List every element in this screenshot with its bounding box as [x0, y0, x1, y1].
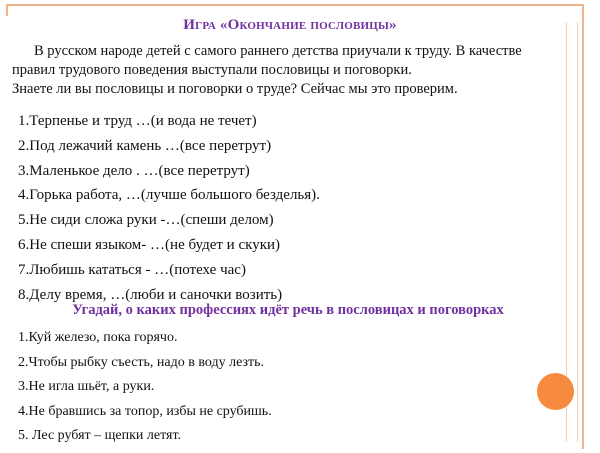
intro-paragraph-2: Знаете ли вы пословицы и поговорки о труде? Сейчас мы это проверим. [12, 81, 458, 97]
slide-frame-top [6, 4, 584, 16]
profession-proverb-item: 3.Не игла шьёт, а руки. [18, 379, 155, 395]
profession-proverb-item: 2.Чтобы рыбку съесть, надо в воду лезть. [18, 354, 265, 370]
profession-proverb-item: 1.Куй железо, пока горячо. [18, 330, 178, 345]
orange-circle-decoration [537, 373, 574, 410]
proverb-item: 5.Не сиди сложа руки -…(спеши делом) [18, 212, 274, 229]
section-subtitle: Угадай, о каких профессиях идёт речь в пословицах и поговорках [72, 302, 504, 318]
slide-title: Игра «Окончание пословицы» [183, 17, 397, 33]
proverb-item: 2.Под лежачий камень …(все перетрут) [18, 137, 272, 154]
proverb-list [18, 109, 558, 307]
profession-proverb-item: 4.Не бравшись за топор, избы не срубишь. [18, 403, 272, 419]
proverb-item: 6.Не спеши языком- …(не будет и скуки) [18, 236, 281, 253]
profession-proverb-item: 5. Лес рубят – щепки летят. [18, 428, 182, 444]
intro-text [12, 42, 560, 99]
proverb-item: 1.Терпенье и труд …(и вода не течет) [18, 113, 257, 129]
profession-proverb-list [18, 326, 538, 449]
proverb-item: 7.Любишь кататься - …(потехе час) [18, 261, 246, 278]
proverb-item: 4.Горька работа, …(лучше большого безделья). [18, 187, 320, 204]
proverb-item: 3.Маленькое дело . …(все перетрут) [18, 162, 250, 179]
proverb-item: 8.Делу время, …(люби и саночки возить) [18, 286, 283, 303]
intro-paragraph-1: В русском народе детей с самого раннего детства приучали к труду. В качестве правил трудового поведения выступали пословицы и поговорки. [12, 43, 522, 78]
